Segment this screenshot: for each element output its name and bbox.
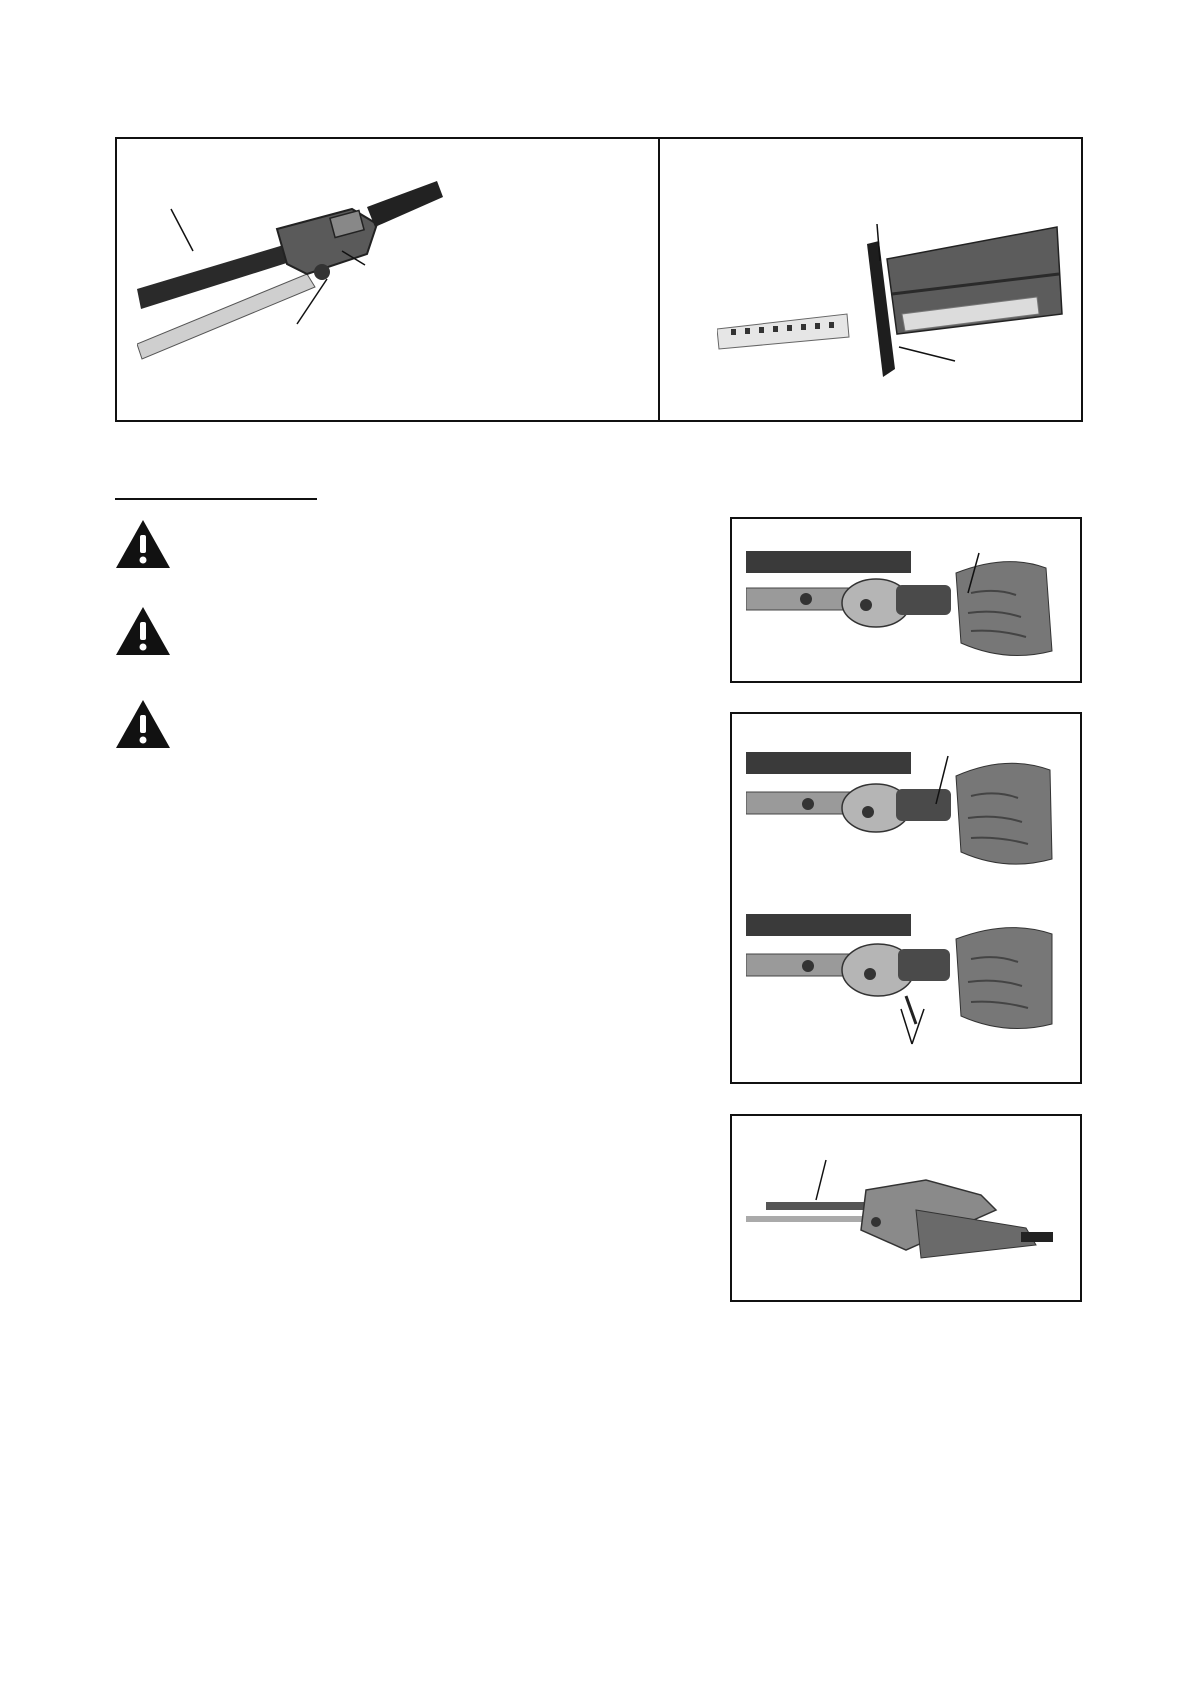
- assembled-head-figure-frame: [730, 1114, 1082, 1302]
- panel-divider: [658, 139, 660, 420]
- gearbox-release-lever-figure: [746, 734, 1066, 1069]
- warning-triangle-icon: [114, 605, 172, 657]
- section-heading-underline: [115, 498, 317, 500]
- gearbox-release-lever-figure-frame: [730, 712, 1082, 1084]
- trimmer-shaft-coupling-figure: [137, 169, 477, 369]
- hedge-blade-guard-figure: [717, 219, 1067, 409]
- gearbox-hand-grip-figure-frame: [730, 517, 1082, 683]
- warning-triangle-icon: [114, 698, 172, 750]
- assembled-head-figure: [746, 1150, 1066, 1280]
- top-figure-panel: [115, 137, 1083, 422]
- warning-triangle-icon: [114, 518, 172, 570]
- gearbox-hand-grip-figure: [746, 533, 1066, 668]
